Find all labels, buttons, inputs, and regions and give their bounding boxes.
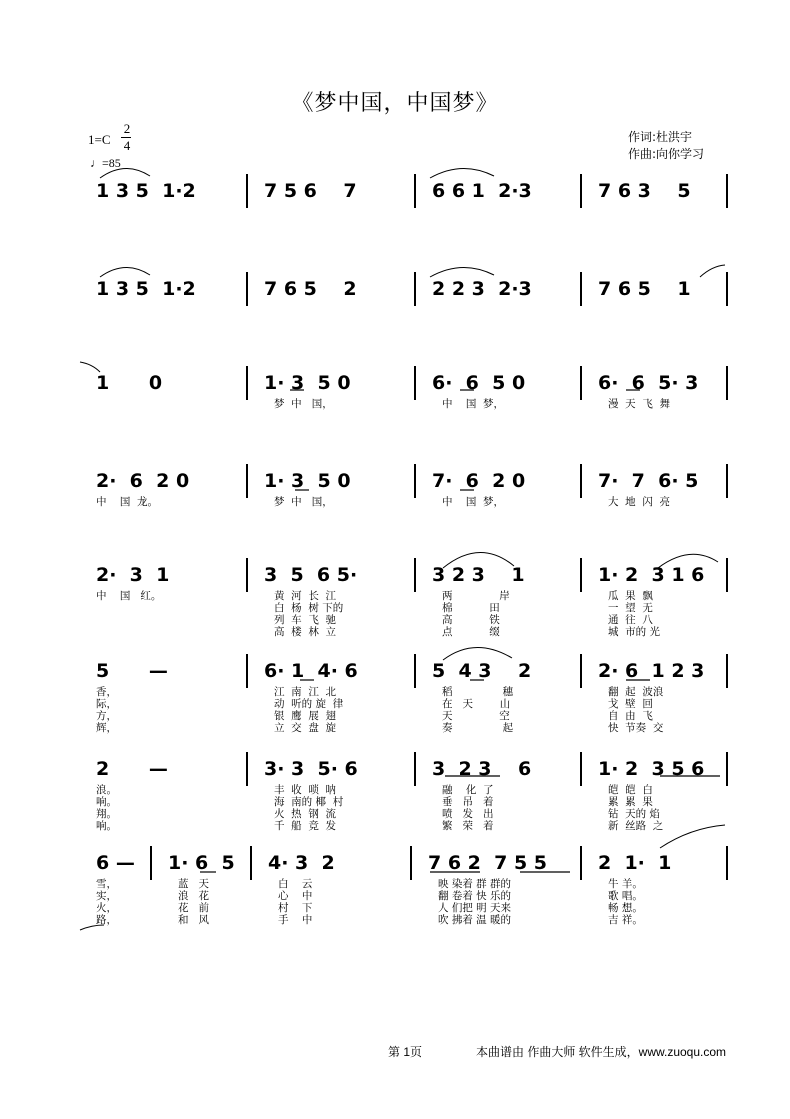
lyric-line: 畅 想。	[608, 902, 643, 914]
lyric-line: 白 杨 树 下的	[274, 602, 344, 614]
lyric-line: 蓝 天	[178, 878, 210, 890]
lyric-line: 戈 壁 回	[608, 698, 653, 710]
time-sig-top: 2	[123, 121, 131, 136]
lyric-line: 响。	[96, 820, 117, 832]
lyric-line: 火，	[96, 902, 117, 914]
measure-notes: 6· 6 5· 3	[598, 372, 699, 394]
measure-notes: 1· 6 5	[168, 852, 235, 874]
lyric-line: 吉 祥。	[608, 914, 643, 926]
lyric-line: 大 地 闪 亮	[608, 496, 671, 508]
lyric-line: 翔。	[96, 808, 117, 820]
lyric-line: 路，	[96, 914, 117, 926]
measure-notes: 2· 6 1 2 3	[598, 660, 705, 682]
lyric-line: 方，	[96, 710, 117, 722]
lyric-line: 吹 拂着 温 暖的	[438, 914, 512, 926]
lyric-line: 立 交 盘 旋	[274, 722, 337, 734]
lyric-line: 翻 卷着 快 乐的	[438, 890, 512, 902]
lyric-line: 人 们把 明 天来	[438, 902, 512, 914]
lyric-line: 歌 唱。	[608, 890, 643, 902]
lyric-line: 花 前	[178, 902, 210, 914]
lyric-line: 喷 发 出	[442, 808, 494, 820]
measure-notes: 6· 6 5 0	[432, 372, 526, 394]
lyric-line: 奏 起	[442, 722, 514, 734]
lyric-line: 动 听的 旋 律	[274, 698, 344, 710]
lyric-line: 中 国 红。	[96, 590, 162, 602]
measure-notes: 7 6 5 1	[598, 278, 691, 300]
lyric-line: 火 热 钢 流	[274, 808, 337, 820]
measure-notes: 6· 1 4· 6	[264, 660, 358, 682]
lyric-line: 高 楼 林 立	[274, 626, 337, 638]
lyric-line: 瓜 果 飘	[608, 590, 653, 602]
key-signature: 1=C	[88, 132, 111, 147]
measure-notes: 5 —	[96, 660, 168, 682]
measure-notes: 3 2 3 1	[432, 564, 525, 586]
measure-notes: 7 5 6 7	[264, 180, 357, 202]
lyric-line: 城 市的 光	[608, 626, 661, 638]
lyric-line: 列 车 飞 驰	[274, 614, 337, 626]
measure-notes: 4· 3 2	[268, 852, 335, 874]
measure-notes: 7 6 5 2	[264, 278, 357, 300]
lyric-line: 手 中	[278, 914, 313, 926]
lyric-line: 中 国 梦，	[442, 398, 505, 410]
measure-notes: 1 3 5 1·2	[96, 278, 196, 300]
lyric-line: 村 下	[278, 902, 313, 914]
lyric-line: 梦 中 国，	[274, 496, 333, 508]
measure-notes: 2· 3 1	[96, 564, 170, 586]
lyric-line: 两 岸	[442, 590, 510, 602]
composer-credit: 作曲:向你学习	[628, 147, 705, 161]
measure-notes: 1 3 5 1·2	[96, 180, 196, 202]
lyric-line: 通 往 八	[608, 614, 653, 626]
measure-notes: 7· 6 2 0	[432, 470, 526, 492]
lyric-line: 映 染着 群 群的	[438, 878, 512, 890]
lyric-line: 牛 羊。	[608, 878, 643, 890]
measure-notes: 2 —	[96, 758, 168, 780]
lyric-line: 和 风	[178, 914, 210, 926]
lyric-line: 翻 起 波浪	[608, 686, 664, 698]
generator-credit: 本曲谱由 作曲大师 软件生成，www.zuoqu.com	[476, 1045, 727, 1059]
lyric-line: 快 节奏 交	[608, 722, 664, 734]
lyric-line: 千 船 竞 发	[274, 820, 337, 832]
lyric-line: 皑 皑 白	[608, 784, 653, 796]
lyric-line: 稻 穗	[442, 686, 514, 698]
lyric-line: 中 国 梦，	[442, 496, 505, 508]
lyric-line: 实，	[96, 890, 117, 902]
lyric-line: 漫 天 飞 舞	[608, 398, 671, 410]
measure-notes: 2 2 3 2·3	[432, 278, 532, 300]
lyric-line: 累 累 果	[608, 796, 653, 808]
lyric-line: 在 天 山	[442, 698, 511, 710]
lyric-line: 梦 中 国，	[274, 398, 333, 410]
time-sig-bottom: 4	[123, 138, 131, 153]
lyric-line: 天 空	[442, 710, 510, 722]
measure-notes: 1· 2 3 1 6	[598, 564, 705, 586]
lyric-line: 浪。	[96, 784, 117, 796]
lyric-line: 心 中	[278, 890, 313, 902]
lyric-line: 钻 天的 焰	[608, 808, 661, 820]
lyric-line: 高 铁	[442, 614, 500, 626]
measure-notes: 7 6 3 5	[598, 180, 691, 202]
measure-notes: 6 6 1 2·3	[432, 180, 532, 202]
page-number: 第 1页	[388, 1045, 423, 1059]
measure-notes: 2 1· 1	[598, 852, 672, 874]
lyric-line: 海 南的 椰 村	[274, 796, 344, 808]
lyricist-credit: 作词:杜洪宇	[628, 130, 693, 144]
lyric-line: 融 化 了	[442, 784, 494, 796]
lyric-line: 浪 花	[178, 890, 210, 902]
measure-notes: 3 5 6 5·	[264, 564, 358, 586]
tempo-marking: ♩=85	[90, 156, 121, 170]
measure-notes: 3 2 3 6	[432, 758, 532, 780]
measure-notes: 1· 2 3 5 6	[598, 758, 705, 780]
lyric-line: 黄 河 长 江	[274, 590, 337, 602]
lyric-line: 新 丝路 之	[608, 820, 664, 832]
lyric-line: 江 南 江 北	[274, 686, 337, 698]
lyric-line: 自 由 飞	[608, 710, 653, 722]
lyric-line: 一 望 无	[608, 602, 653, 614]
measure-notes: 7 6 2 7 5 5	[428, 852, 548, 874]
measure-notes: 6 —	[96, 852, 135, 874]
lyric-line: 丰 收 唢 呐	[274, 784, 337, 796]
measure-notes: 1· 3 5 0	[264, 470, 351, 492]
measure-notes: 2· 6 2 0	[96, 470, 190, 492]
measure-notes: 7· 7 6· 5	[598, 470, 699, 492]
lyric-line: 点 缀	[442, 626, 500, 638]
lyric-line: 繁 荣 着	[442, 820, 494, 832]
lyric-line: 棉 田	[442, 602, 500, 614]
lyric-line: 白 云	[278, 878, 313, 890]
lyric-line: 垂 吊 着	[442, 796, 494, 808]
measure-notes: 3· 3 5· 6	[264, 758, 358, 780]
measure-notes: 1· 3 5 0	[264, 372, 351, 394]
lyric-line: 辉，	[96, 722, 117, 734]
lyric-line: 香，	[96, 686, 117, 698]
lyric-line: 雪，	[96, 878, 117, 890]
measure-notes: 1 0	[96, 372, 163, 394]
lyric-line: 中 国 龙。	[96, 496, 159, 508]
lyric-line: 响。	[96, 796, 117, 808]
lyric-line: 银 鹰 展 翅	[274, 710, 337, 722]
lyric-line: 际，	[96, 698, 117, 710]
measure-notes: 5 4 3 2	[432, 660, 532, 682]
song-title: 《梦中国，中国梦》	[291, 91, 499, 116]
